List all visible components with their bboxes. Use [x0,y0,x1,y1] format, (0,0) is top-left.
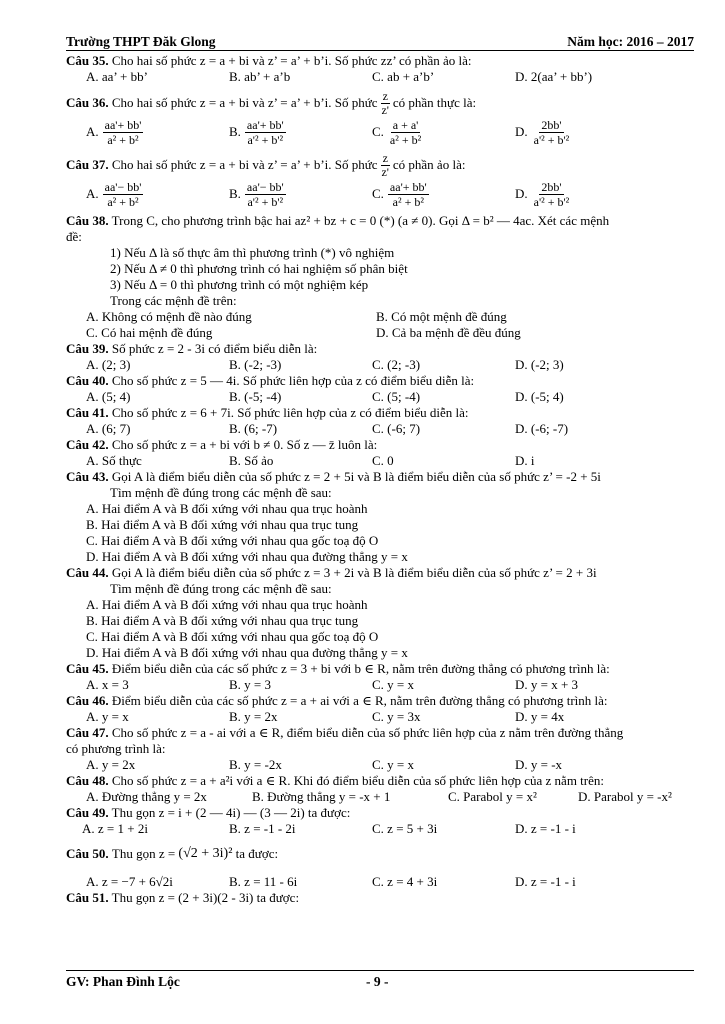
option-c: C. z = 4 + 3i [372,874,438,889]
numerator: 2bb' [541,117,562,132]
option-d [515,180,658,209]
question-text: Gọi A là điểm biểu diễn của số phức z = 2 + 5i và B là điểm biểu diễn của số phức z’ = -2 + 5i [111,469,601,484]
fraction [532,180,572,209]
option-a: A. aa’ + bb’ [86,69,148,84]
option-d: D. Hai điểm A và B đối xứng với nhau qua đường thẳng y = x [86,549,408,564]
option-d: D. y = x + 3 [515,677,579,692]
option-a [86,180,229,209]
question-number: Câu 38. [66,213,109,228]
denominator: a² + b² [107,194,139,209]
question-35 [66,53,694,69]
option-a: A. (6; 7) [86,421,131,436]
question-text: Thu gọn z = i + (2 — 4i) — (3 — 2i) ta được: [111,805,351,820]
question-lead: Tìm mệnh đề đúng trong các mệnh đề sau: [110,485,332,500]
option-c: C. (-6; 7) [372,421,421,436]
question-47 [66,725,694,741]
option-d: D. i [515,453,535,468]
question-text: Cho hai số phức z = a + bi và z’ = a’ + b’i. Số phức zz’ có phần ảo là: [111,53,472,68]
stem-fraction [381,90,390,117]
question-number: Câu 45. [66,661,109,676]
option-a: A. Hai điểm A và B đối xứng với nhau qua trục hoành [86,501,368,516]
option-b: B. Hai điểm A và B đối xứng với nhau qua trục tung [86,517,359,532]
options-38-row2 [66,325,694,341]
question-49 [66,805,694,821]
option-b: B. y = 2x [229,709,278,724]
numerator: aa'− bb' [104,179,142,194]
question-text-end: có phần thực là: [392,95,477,110]
options-38-row1 [66,309,694,325]
question-42 [66,437,694,453]
option-d: D. z = -1 - i [515,874,576,889]
fraction [103,118,144,147]
option-a: A. (2; 3) [86,357,131,372]
denominator: a'² + b'² [247,132,284,147]
options-45 [66,677,694,693]
options-40 [66,389,694,405]
option-a: A. Hai điểm A và B đối xứng với nhau qua trục hoành [86,597,368,612]
question-36 [66,88,694,117]
question-text: Thu gọn z = (2 + 3i)(2 - 3i) ta được: [111,890,300,905]
question-46 [66,693,694,709]
question-38 [66,213,694,229]
option-b: B. Hai điểm A và B đối xứng với nhau qua trục tung [86,613,359,628]
options-42 [66,453,694,469]
page-footer [66,970,694,990]
question-41 [66,405,694,421]
option-c: C. z = 5 + 3i [372,821,438,836]
school-year: Năm học: 2016 – 2017 [567,34,694,49]
options-41 [66,421,694,437]
option-a: A. z = 1 + 2i [82,821,148,836]
question-number: Câu 44. [66,565,109,580]
question-number: Câu 49. [66,805,109,820]
fraction [245,118,286,147]
option-c [372,118,515,147]
option-d: D. Hai điểm A và B đối xứng với nhau qua đường thẳng y = x [86,645,408,660]
denominator: a'² + b'² [533,194,570,209]
option-b: B. (-2; -3) [229,357,282,372]
page-number: - 9 - [366,974,389,989]
question-39 [66,341,694,357]
question-text-end: ta được: [235,846,279,861]
question-number: Câu 43. [66,469,109,484]
option-b [229,118,372,147]
option-d: D. z = -1 - i [515,821,576,836]
denominator: a² + b² [107,132,139,147]
options-49 [66,821,694,837]
option-b: B. Số ảo [229,453,274,468]
option-c: C. y = x [372,677,415,692]
denominator: a² + b² [392,194,424,209]
option-label: C. [372,124,384,139]
question-number: Câu 50. [66,846,109,861]
statement-1: 1) Nếu Δ là số thực âm thì phương trình (*) vô nghiệm [110,245,395,260]
numerator: z [382,88,388,103]
option-c: C. (2; -3) [372,357,421,372]
option-d: D. y = 4x [515,709,565,724]
option-c: C. y = 3x [372,709,421,724]
options-46 [66,709,694,725]
question-text-end: có phần ảo là: [392,157,466,172]
question-37 [66,150,694,179]
option-d: D. Parabol y = -x² [578,789,672,804]
option-c: C. Parabol y = x² [448,789,537,804]
fraction [388,118,423,147]
question-51 [66,890,694,906]
option-label: B. [229,124,241,139]
option-c: C. ab + a’b’ [372,69,435,84]
options-47 [66,757,694,773]
option-c: C. Hai điểm A và B đối xứng với nhau qua gốc toạ độ O [86,629,379,644]
question-number: Câu 41. [66,405,109,420]
option-c: C. Hai điểm A và B đối xứng với nhau qua gốc toạ độ O [86,533,379,548]
question-text: Cho hai số phức z = a + bi và z’ = a’ + b’i. Số phức [111,157,378,172]
question-text: Cho số phức z = a + a²i với a ∈ R. Khi đó điểm biểu diễn của số phức liên hợp của z nằm trên: [111,773,605,788]
question-text: Cho số phức z = 5 — 4i. Số phức liên hợp của z có điểm biểu diễn là: [111,373,475,388]
option-label: D. [515,186,528,201]
question-list [66,53,694,906]
option-a: A. y = 2x [86,757,136,772]
question-text: Trong C, cho phương trình bậc hai az² + bz + c = 0 (*) (a ≠ 0). Gọi Δ = b² — 4ac. Xét các mệnh [111,213,610,228]
options-37 [66,177,694,211]
question-text: Cho số phức z = a - ai với a ∈ R, điểm biểu diễn của số phức liên hợp của z nằm trên đường thẳng [111,725,624,740]
option-d: D. (-6; -7) [515,421,569,436]
option-label: C. [372,186,384,201]
option-b: B. (-5; -4) [229,389,282,404]
question-50 [66,843,694,865]
options-50 [66,874,694,890]
question-text: Số phức z = 2 - 3i có điểm biểu diễn là: [111,341,318,356]
page-header [66,34,694,51]
question-lead: Tìm mệnh đề đúng trong các mệnh đề sau: [110,581,332,596]
fraction [388,180,429,209]
option-a: A. z = −7 + 6√2i [86,874,173,889]
question-48 [66,773,694,789]
options-35 [66,69,694,85]
option-a: A. x = 3 [86,677,129,692]
option-b: B. y = -2x [229,757,282,772]
option-b: B. ab’ + a’b [229,69,291,84]
option-c: C. Có hai mệnh đề đúng [86,325,213,340]
math-expression: (√2 + 3i)² [178,846,233,861]
option-d: D. Cả ba mệnh đề đều đúng [376,325,521,340]
statement-3: 3) Nếu Δ = 0 thì phương trình có một nghiệm kép [110,277,369,292]
options-48 [66,789,694,805]
option-label: D. [515,124,528,139]
question-number: Câu 46. [66,693,109,708]
options-36 [66,115,694,149]
numerator: 2bb' [541,179,562,194]
question-text-cont: có phương trình là: [66,741,166,756]
question-number: Câu 39. [66,341,109,356]
statement-lead: Trong các mệnh đề trên: [110,293,237,308]
fraction [245,180,286,209]
numerator: z [382,150,388,165]
question-number: Câu 47. [66,725,109,740]
option-d: D. y = -x [515,757,563,772]
question-text: Cho hai số phức z = a + bi và z’ = a’ + b’i. Số phức [111,95,378,110]
question-number: Câu 51. [66,890,109,905]
fraction [103,180,144,209]
numerator: a + a' [392,117,419,132]
numerator: aa'+ bb' [246,117,284,132]
option-b: B. z = 11 - 6i [229,874,298,889]
option-b: B. Đường thẳng y = -x + 1 [252,789,391,804]
denominator: a² + b² [389,132,422,147]
school-name: Trường THPT Đăk Glong [66,34,216,49]
option-b: B. y = 3 [229,677,272,692]
denominator: z' [381,102,389,117]
option-d: D. 2(aa’ + bb’) [515,69,593,84]
option-label: A. [86,124,99,139]
question-45 [66,661,694,677]
option-c [372,180,515,209]
question-text: Thu gọn z = [111,846,176,861]
option-a: A. Số thực [86,453,142,468]
option-c: C. 0 [372,453,394,468]
option-b: B. (6; -7) [229,421,278,436]
option-a: A. Đường thẳng y = 2x [86,789,207,804]
options-39 [66,357,694,373]
option-label: A. [86,186,99,201]
option-a: A. y = x [86,709,129,724]
question-text: Điểm biểu diễn của các số phức z = 3 + bi với b ∈ R, nằm trên đường thẳng có phương trình là: [111,661,610,676]
option-label: B. [229,186,241,201]
question-number: Câu 40. [66,373,109,388]
option-c: C. y = x [372,757,415,772]
question-number: Câu 48. [66,773,109,788]
option-d: D. (-2; 3) [515,357,564,372]
denominator: a'² + b'² [533,132,570,147]
option-a: A. (5; 4) [86,389,131,404]
denominator: a'² + b'² [247,194,284,209]
numerator: aa'+ bb' [104,117,142,132]
question-number: Câu 37. [66,157,109,172]
question-43 [66,469,694,485]
option-b: B. z = -1 - 2i [229,821,296,836]
question-text: Điểm biểu diễn của các số phức z = a + ai với a ∈ R, nằm trên đường thẳng có phương trình là: [111,693,608,708]
numerator: aa'+ bb' [389,179,427,194]
option-d [515,118,658,147]
question-text: Cho số phức z = a + bi với b ≠ 0. Số z — z̄ luôn là: [111,437,378,452]
option-d: D. (-5; 4) [515,389,564,404]
teacher-name: GV: Phan Đình Lộc [66,974,180,989]
option-c: C. (5; -4) [372,389,421,404]
question-44 [66,565,694,581]
statement-2: 2) Nếu Δ ≠ 0 thì phương trình có hai nghiệm số phân biệt [110,261,408,276]
option-a: A. Không có mệnh đề nào đúng [86,309,252,324]
stem-fraction [381,152,390,179]
question-40 [66,373,694,389]
question-text-cont: đề: [66,229,82,244]
question-number: Câu 36. [66,95,109,110]
numerator: aa'− bb' [246,179,284,194]
denominator: z' [381,164,389,179]
question-text: Cho số phức z = 6 + 7i. Số phức liên hợp của z có điểm biểu diễn là: [111,405,469,420]
question-text: Gọi A là điểm biểu diễn của số phức z = 3 + 2i và B là điểm biểu diễn của số phức z’ = 2 + 3i [111,565,597,580]
option-b [229,180,372,209]
fraction [532,118,572,147]
option-a [86,118,229,147]
question-number: Câu 42. [66,437,109,452]
question-number: Câu 35. [66,53,109,68]
option-b: B. Có một mệnh đề đúng [376,309,507,324]
